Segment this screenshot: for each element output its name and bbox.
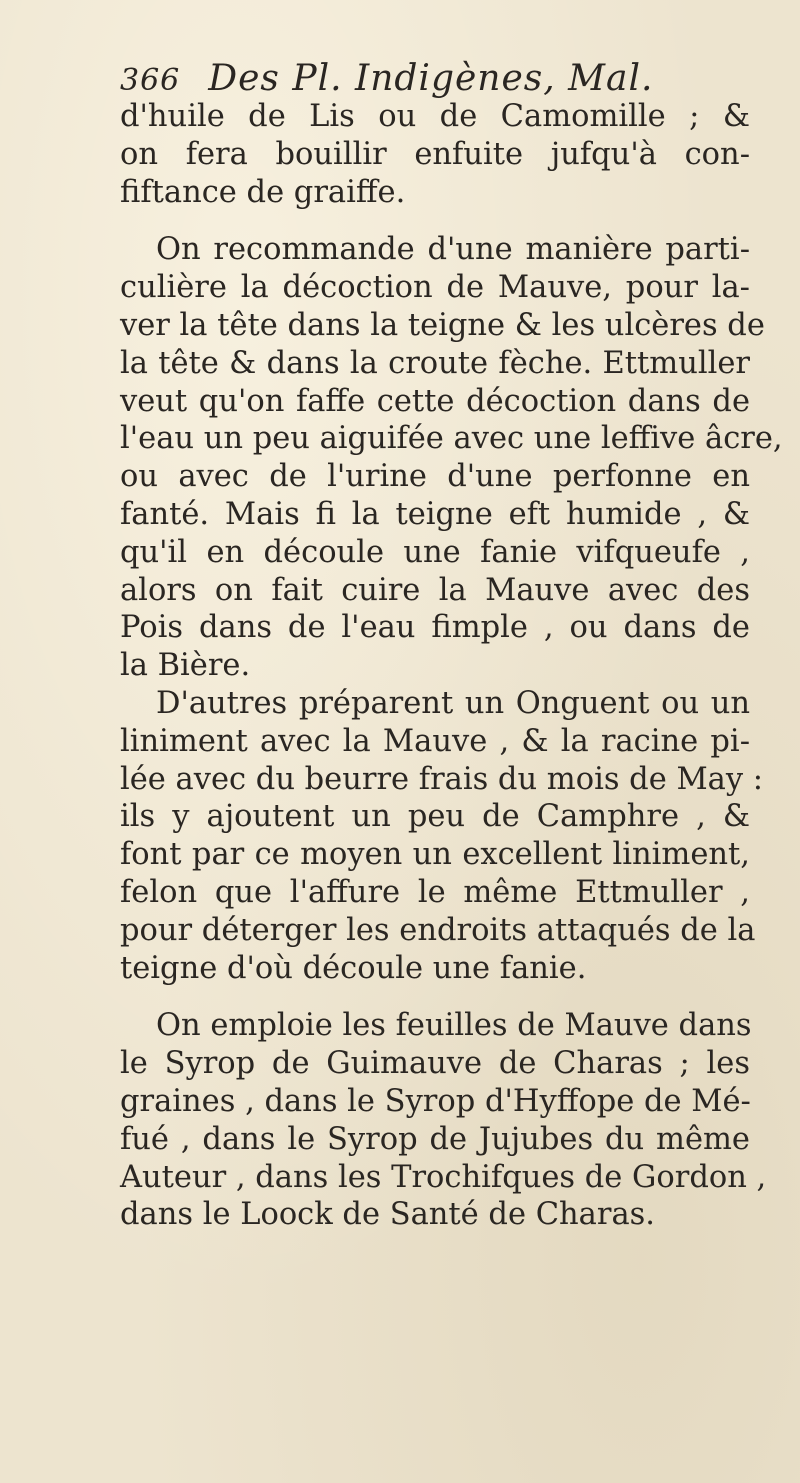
text-line: d'huile de Lis ou de Camomille ; & [120,99,750,134]
text-line: l'eau un peu aiguifée avec une leffive âcre, [120,421,783,457]
text-line: on fera bouillir enfuite jufqu'à con- [120,136,750,172]
text-line: D'autres préparent un Onguent ou un [156,685,750,721]
text-line: font par ce moyen un excellent liniment, [120,837,750,873]
text-line: ou avec de l'urine d'une perfonne en [120,459,750,495]
text-line: ils y ajoutent un peu de Camphre , & [120,799,750,835]
text-line: On recommande d'une manière parti- [156,232,750,268]
text-line: felon que l'affure le même Ettmuller , [120,874,750,910]
text-line: ver la tête dans la teigne & les ulcères de [120,307,765,343]
text-line: graines , dans le Syrop d'Hyffope de Mé- [120,1083,751,1119]
running-title: Des Pl. Indigènes, Mal. [208,58,654,99]
text-line: liniment avec la Mauve , & la racine pi- [120,723,750,759]
text-line: fiftance de graiffe. [120,174,406,210]
page-number: 366 [120,63,181,98]
paragraph [120,1007,767,1234]
text-line: teigne d'où découle une fanie. [120,950,587,986]
paragraph [120,231,783,685]
text-line: veut qu'on faffe cette décoction dans de [120,383,750,419]
text-line: Auteur , dans les Trochifques de Gordon , [120,1159,767,1195]
page-header [120,58,740,99]
text-line: Pois dans de l'eau fimple , ou dans de [120,610,750,646]
text-line: dans le Loock de Santé de Charas. [120,1197,655,1233]
page-body [120,98,783,1234]
text-line: alors on fait cuire la Mauve avec des [120,572,750,608]
paragraph [120,685,764,987]
text-line: pour déterger les endroits attaqués de la [120,912,756,948]
text-line: la tête & dans la croute fèche. Ettmuller [120,345,750,381]
text-line: qu'il en découle une fanie vifqueufe , [120,534,750,570]
text-line: lée avec du beurre frais du mois de May : [120,761,764,797]
text-line: culière la décoction de Mauve, pour la- [120,270,750,306]
text-line: fué , dans le Syrop de Jujubes du même [120,1121,750,1157]
text-line: la Bière. [120,648,251,684]
text-line: fanté. Mais fi la teigne eft humide , & [120,496,750,532]
paragraph [120,98,750,211]
text-line: On emploie les feuilles de Mauve dans [156,1008,752,1044]
text-line: le Syrop de Guimauve de Charas ; les [120,1046,750,1082]
